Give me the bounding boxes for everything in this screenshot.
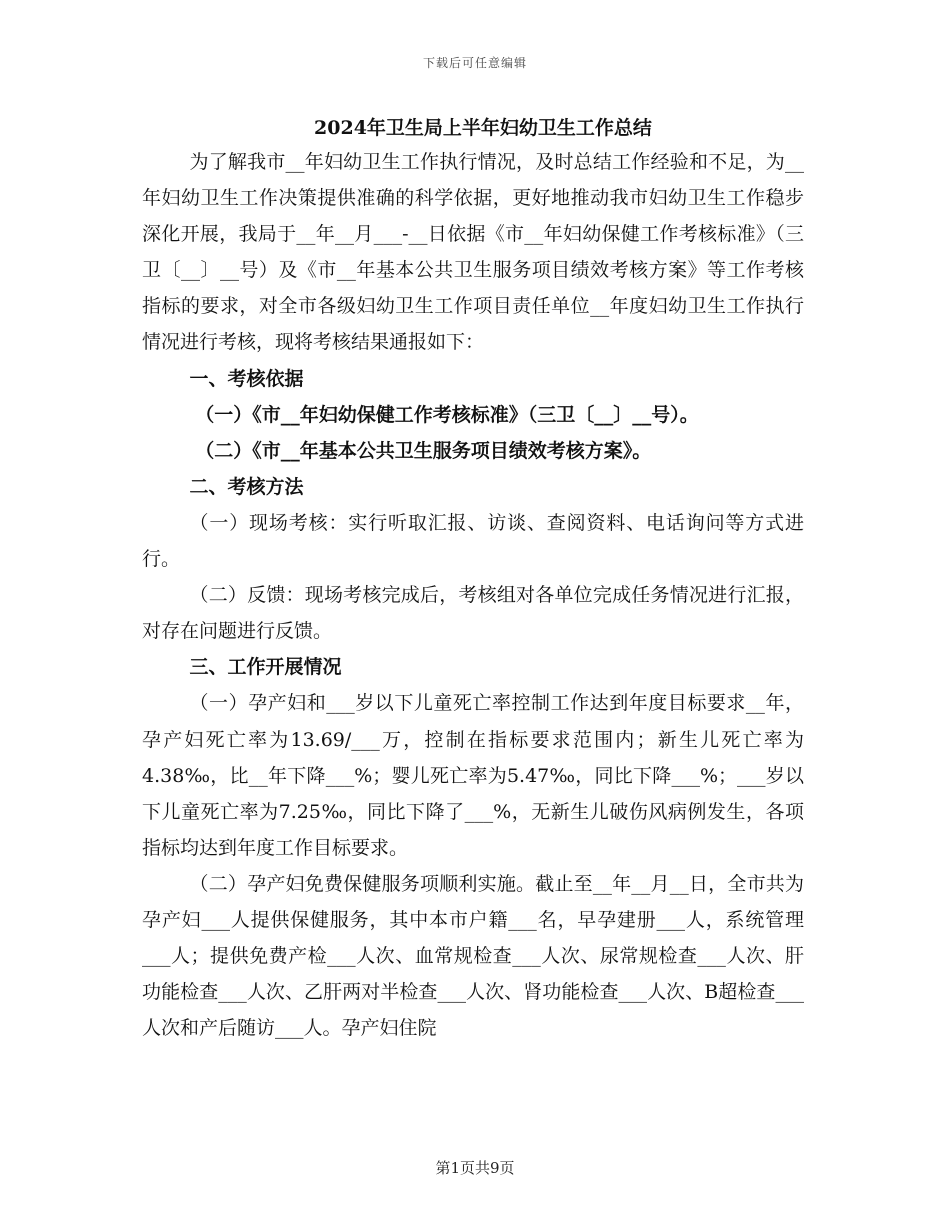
basis-item-2: （二）《市__年基本公共卫生服务项目绩效考核方案》。 [195, 439, 652, 462]
section-heading-progress: 三、工作开展情况 [189, 656, 342, 679]
document-body [142, 112, 804, 1046]
document-title: 2024年卫生局上半年妇幼卫生工作总结 [314, 117, 652, 139]
method-item-2: （二）反馈：现场考核完成后，考核组对各单位完成任务情况进行汇报，对存在问题进行反馈。 [142, 584, 804, 643]
section-heading-method: 二、考核方法 [189, 475, 304, 498]
basis-item-1: （一）《市__年妇幼保健工作考核标准》（三卫〔__〕__号）。 [195, 403, 699, 426]
progress-item-1: （一）孕产妇和___岁以下儿童死亡率控制工作达到年度目标要求__年，孕产妇死亡率为13.69/___万，控制在指标要求范围内；新生儿死亡率为4.38‰，比__年下降___%；婴儿死亡率为5.47‰，同比下降___%；___岁以下儿童死亡率为7.25‰，同比下降了___%，无新生儿破伤风病例发生，各项指标均达到年度工作目标要求。 [142, 692, 804, 859]
section-heading-basis: 一、考核依据 [189, 367, 304, 390]
progress-item-2: （二）孕产妇免费保健服务项顺利实施。截止至__年__月__日，全市共为孕产妇___人提供保健服务，其中本市户籍___名，早孕建册___人，系统管理___人；提供免费产检___人次、血常规检查___人次、尿常规检查___人次、肝功能检查___人次、乙肝两对半检查___人次、肾功能检查___人次、B超检查___人次和产后随访___人。孕产妇住院 [142, 872, 804, 1040]
page-number: 第1页共9页 [435, 1159, 515, 1177]
intro-paragraph: 为了解我市__年妇幼卫生工作执行情况，及时总结工作经验和不足，为__年妇幼卫生工作决策提供准确的科学依据，更好地推动我市妇幼卫生工作稳步深化开展，我局于__年__月___-__日依据《市__年妇幼保健工作考核标准》（三卫〔__〕__号）及《市__年基本公共卫生服务项目绩效考核方案》等工作考核指标的要求，对全市各级妇幼卫生工作项目责任单位__年度妇幼卫生工作执行情况进行考核，现将考核结果通报如下： [142, 151, 804, 354]
method-item-1: （一）现场考核：实行听取汇报、访谈、查阅资料、电话询问等方式进行。 [142, 511, 804, 571]
page-header-note: 下载后可任意编辑 [422, 56, 527, 70]
